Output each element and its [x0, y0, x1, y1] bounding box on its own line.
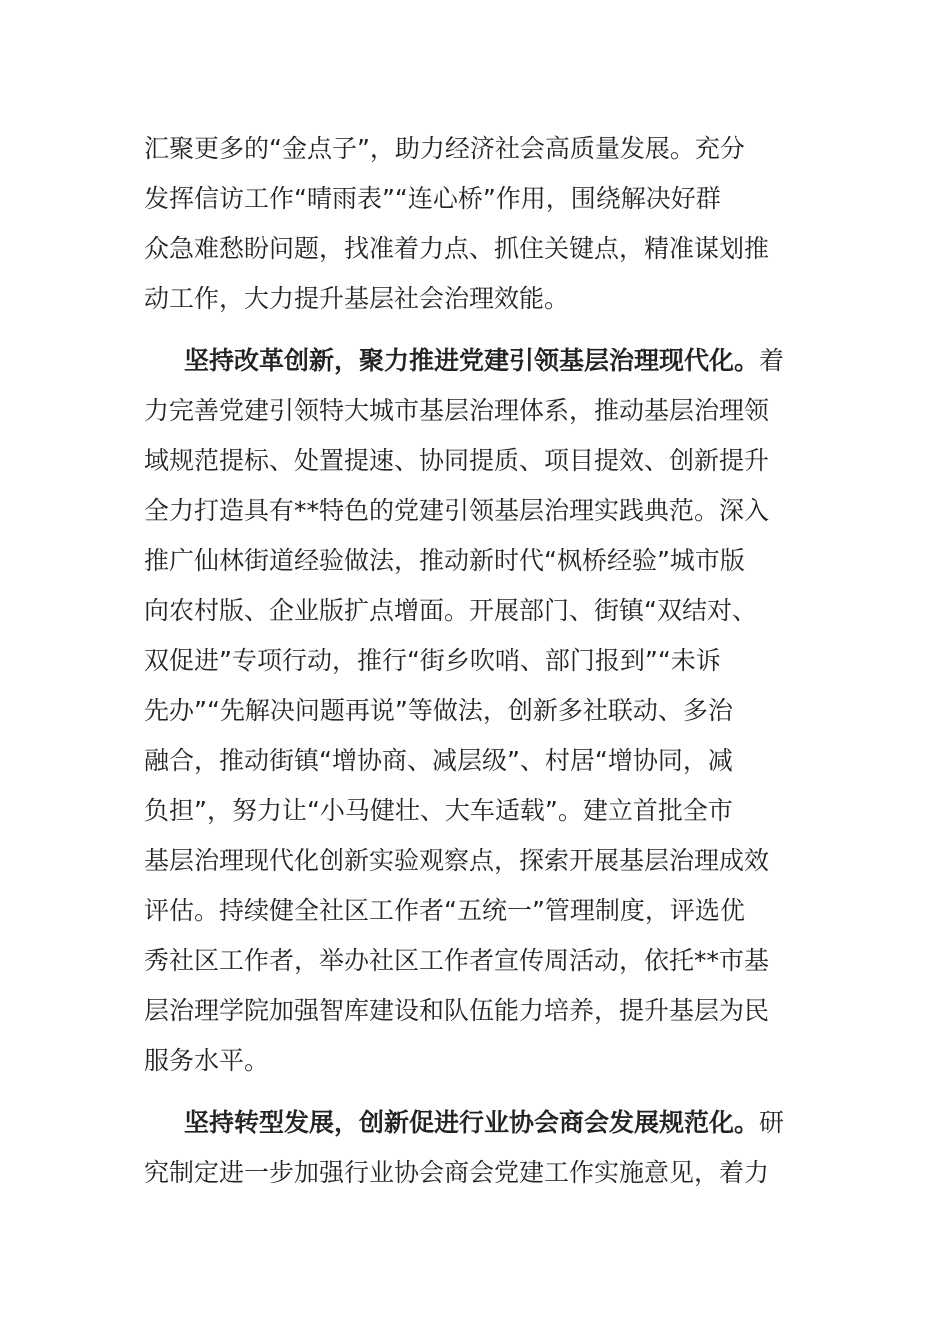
paragraph-first-line: [144, 336, 808, 386]
text-line: 推广仙林街道经验做法，推动新时代“枫桥经验”城市版: [144, 546, 745, 575]
text-span: 着: [759, 346, 785, 375]
text-line: 力完善党建引领特大城市基层治理体系，推动基层治理领: [144, 396, 770, 425]
paragraph-first-line: [144, 1098, 808, 1148]
text-line: 全力打造具有**特色的党建引领基层治理实践典范。深入: [144, 496, 770, 525]
text-span: 研: [759, 1108, 785, 1137]
paragraph-1: [144, 124, 808, 324]
text-line: 评估。持续健全社区工作者“五统一”管理制度，评选优: [144, 896, 745, 925]
text-line: 负担”，努力让“小马健壮、大车适载”。建立首批全市: [144, 796, 733, 825]
section-heading: 坚持改革创新，聚力推进党建引领基层治理现代化。: [184, 346, 760, 375]
text-line: 服务水平。: [144, 1046, 270, 1075]
text-line: 先办”“先解决问题再说”等做法，创新多社联动、多治: [144, 696, 733, 725]
text-line: 秀社区工作者，举办社区工作者宣传周活动，依托**市基: [144, 946, 770, 975]
text-line: 发挥信访工作“晴雨表”“连心桥”作用，围绕解决好群: [144, 184, 721, 213]
text-line: 双促进”专项行动，推行“街乡吹哨、部门报到”“未诉: [144, 646, 721, 675]
text-line: 域规范提标、处置提速、协同提质、项目提效、创新提升: [144, 446, 770, 475]
text-line: 融合，推动街镇“增协商、减层级”、村居“增协同，减: [144, 746, 733, 775]
text-line: 汇聚更多的“金点子”，助力经济社会高质量发展。充分: [144, 134, 745, 163]
text-line: 向农村版、企业版扩点增面。开展部门、街镇“双结对、: [144, 596, 757, 625]
text-line: 动工作，大力提升基层社会治理效能。: [144, 284, 570, 313]
section-heading: 坚持转型发展，创新促进行业协会商会发展规范化。: [184, 1108, 760, 1137]
paragraph-3: [144, 1098, 808, 1198]
text-line: 众急难愁盼问题，找准着力点、抓住关键点，精准谋划推: [144, 234, 770, 263]
text-line: 究制定进一步加强行业协会商会党建工作实施意见，着力: [144, 1158, 770, 1187]
document-page: [144, 124, 808, 1198]
text-line: 基层治理现代化创新实验观察点，探索开展基层治理成效: [144, 846, 770, 875]
paragraph-2: [144, 336, 808, 1086]
text-line: 层治理学院加强智库建设和队伍能力培养，提升基层为民: [144, 996, 770, 1025]
